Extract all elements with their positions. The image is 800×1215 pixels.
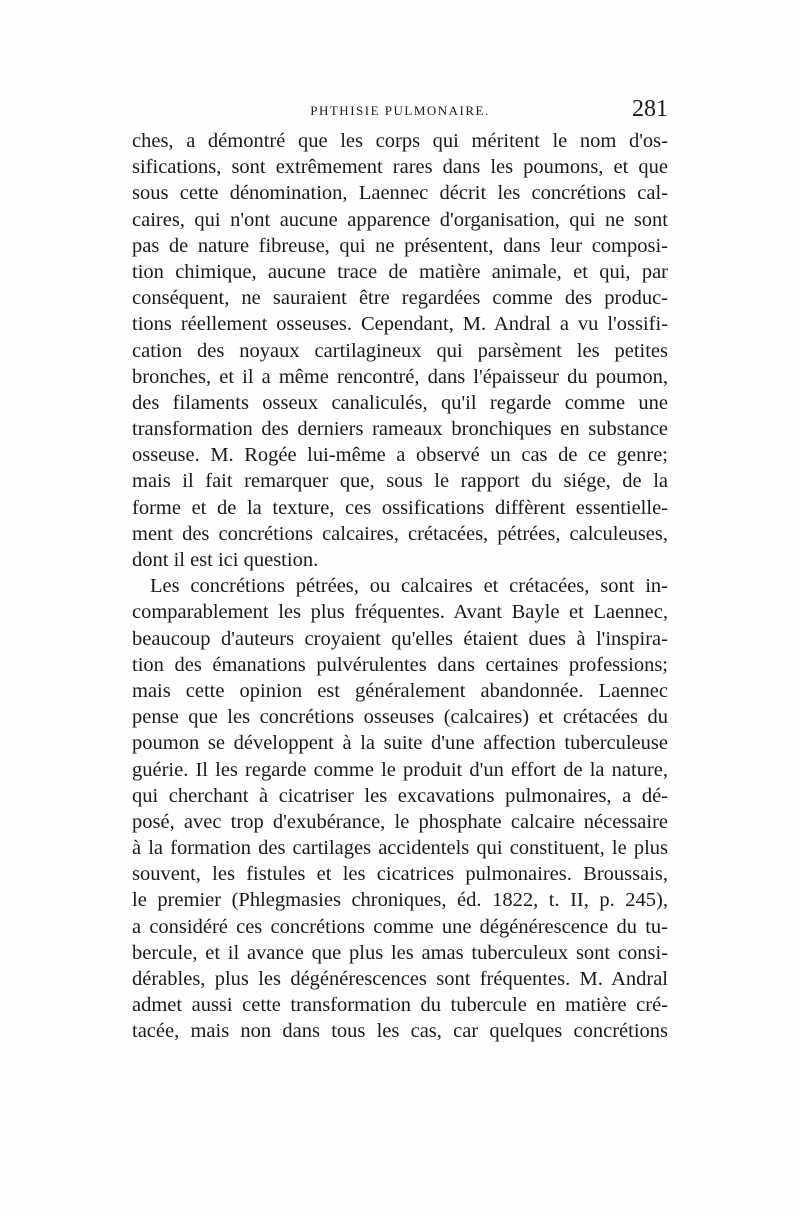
text-line: osseuse. M. Rogée lui-même a observé un cas de ce genre; bbox=[132, 444, 668, 467]
text-line: bercule, et il avance que plus les amas tuberculeux sont consi- bbox=[132, 941, 668, 964]
text-line: qui cherchant à cicatriser les excavations pulmonaires, a dé- bbox=[132, 784, 668, 807]
text-line: tion des émanations pulvérulentes dans certaines professions; bbox=[132, 653, 668, 676]
text-line: bronches, et il a même rencontré, dans l'épaisseur du poumon, bbox=[132, 365, 668, 388]
paragraph bbox=[132, 573, 668, 1044]
running-head bbox=[132, 96, 668, 126]
text-line: des filaments osseux canaliculés, qu'il regarde comme une bbox=[132, 391, 668, 414]
text-line: tions réellement osseuses. Cependant, M. Andral a vu l'ossifi- bbox=[132, 313, 668, 336]
text-line: souvent, les fistules et les cicatrices pulmonaires. Broussais, bbox=[132, 863, 668, 886]
text-line: conséquent, ne sauraient être regardées comme des produc- bbox=[132, 287, 668, 310]
text-line: beaucoup d'auteurs croyaient qu'elles étaient dues à l'inspira- bbox=[132, 627, 668, 650]
text-line: ches, a démontré que les corps qui méritent le nom d'os- bbox=[132, 130, 668, 152]
text-line: mais il fait remarquer que, sous le rapport du siége, de la bbox=[132, 470, 668, 493]
text-line: comparablement les plus fréquentes. Avant Bayle et Laennec, bbox=[132, 601, 668, 624]
text-line: mais cette opinion est généralement abandonnée. Laennec bbox=[132, 679, 668, 702]
running-title: PHTHISIE PULMONAIRE. bbox=[310, 103, 490, 118]
text-line: dérables, plus les dégénérescences sont fréquentes. M. Andral bbox=[132, 968, 668, 990]
text-line: sifications, sont extrêmement rares dans les poumons, et que bbox=[132, 156, 668, 179]
text-line: à la formation des cartilages accidentels qui constituent, le plus bbox=[132, 837, 668, 860]
text-line: guérie. Il les regarde comme le produit d'un effort de la nature, bbox=[132, 758, 668, 781]
text-line: tacée, mais non dans tous les cas, car quelques concrétions bbox=[132, 1020, 668, 1043]
page-number: 281 bbox=[632, 96, 668, 122]
text-line: caires, qui n'ont aucune apparence d'organisation, qui ne sont bbox=[132, 208, 668, 231]
text-line: admet aussi cette transformation du tubercule en matière cré- bbox=[132, 994, 668, 1017]
paragraph bbox=[132, 128, 668, 573]
text-line: transformation des derniers rameaux bronchiques en substance bbox=[132, 418, 668, 441]
text-line: a considéré ces concrétions comme une dégénérescence du tu- bbox=[132, 915, 668, 938]
text-line: tion chimique, aucune trace de matière animale, et qui, par bbox=[132, 260, 668, 283]
text-line: Les concrétions pétrées, ou calcaires et crétacées, sont in- bbox=[150, 575, 668, 598]
text-line: pense que les concrétions osseuses (calcaires) et crétacées du bbox=[132, 706, 668, 729]
text-line: dont il est ici question. bbox=[132, 549, 319, 571]
text-line: cation des noyaux cartilagineux qui parsèment les petites bbox=[132, 339, 668, 362]
text-line: sous cette dénomination, Laennec décrit les concrétions cal- bbox=[132, 182, 668, 205]
text-line: poumon se développent à la suite d'une affection tuberculeuse bbox=[132, 732, 668, 755]
body-text bbox=[132, 128, 668, 1045]
text-line: forme et de la texture, ces ossifications diffèrent essentielle- bbox=[132, 496, 668, 519]
text-line: le premier (Phlegmasies chroniques, éd. 1822, t. II, p. 245), bbox=[132, 889, 668, 912]
text-line: pas de nature fibreuse, qui ne présentent, dans leur composi- bbox=[132, 234, 668, 257]
text-line: posé, avec trop d'exubérance, le phosphate calcaire nécessaire bbox=[132, 810, 668, 833]
text-line: ment des concrétions calcaires, crétacées, pétrées, calculeuses, bbox=[132, 522, 668, 545]
